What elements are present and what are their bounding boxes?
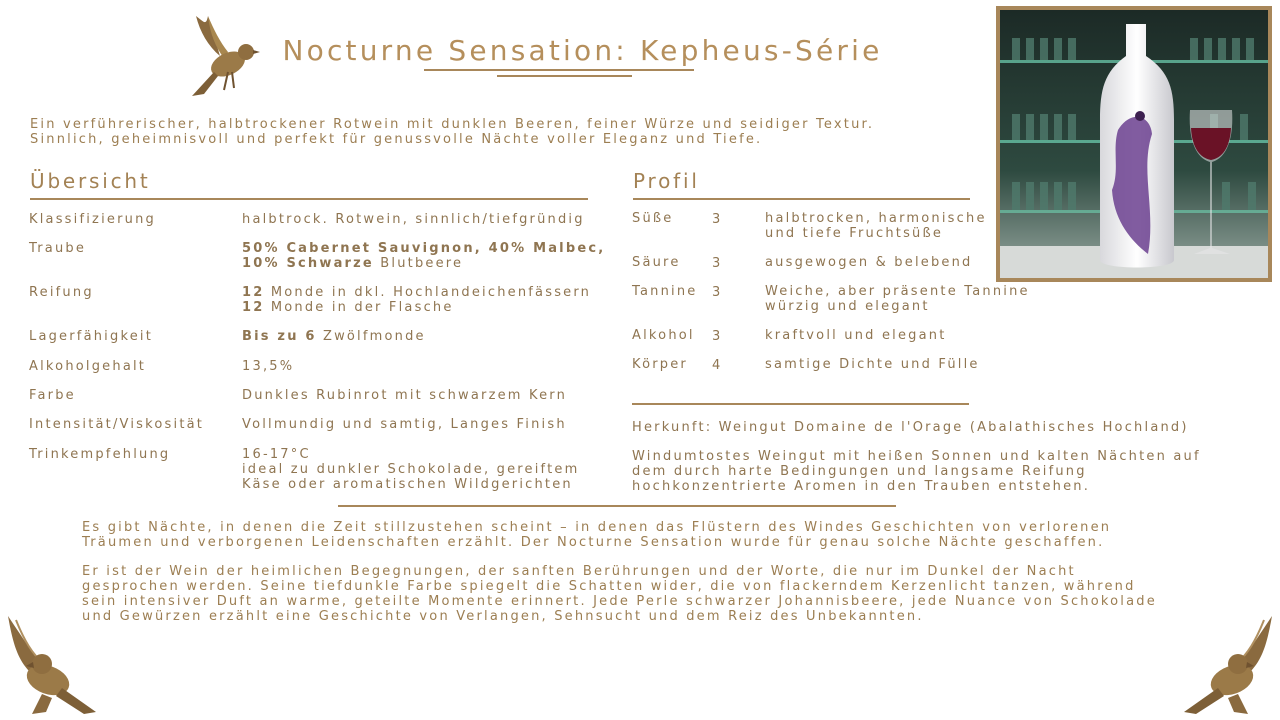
- trink-line-2: ideal zu dunkler Schokolade, gereiftem: [242, 462, 580, 477]
- profile-score-alkohol: 3: [712, 329, 723, 344]
- story-p2-line-4: und Gewürzen erzählt eine Geschichte von Verlangen, Sehnsucht und dem Reiz des Unbekannten.: [82, 609, 924, 624]
- traube-bold-line1: 50% Cabernet Sauvignon, 40% Malbec,: [242, 241, 606, 256]
- page-title: Nocturne Sensation: Kepheus-Série: [282, 34, 883, 67]
- profile-name-suesse: Süße: [632, 211, 674, 226]
- overview-value-farbe: Dunkles Rubinrot mit schwarzem Kern: [242, 388, 568, 403]
- overview-value-lagerfaehigkeit: [242, 329, 612, 344]
- tannine-line-2: würzig und elegant: [765, 299, 930, 314]
- profile-desc-suesse: [765, 211, 987, 241]
- lager-bold: Bis zu 6: [242, 329, 317, 344]
- origin-line-2: dem durch harte Bedingungen und langsame Reifung: [632, 464, 1087, 479]
- overview-value-alkoholgehalt: 13,5%: [242, 359, 295, 374]
- title-underline-short: [497, 75, 632, 77]
- suesse-line-2: und tiefe Fruchtsüße: [765, 226, 944, 241]
- story-paragraph-2: [82, 564, 1210, 624]
- origin-text: [632, 449, 1201, 494]
- overview-label-farbe: Farbe: [29, 388, 76, 403]
- story-rule: [338, 505, 896, 507]
- profile-name-alkohol: Alkohol: [632, 328, 695, 343]
- overview-label-lagerfaehigkeit: Lagerfähigkeit: [29, 329, 154, 344]
- trink-line-1: 16-17°C: [242, 447, 311, 462]
- story-p2-line-3: sein intensiver Duft an warme, geteilte Momente erinnert. Jede Perle schwarzer Johannisbeere, jede Nuance von Schokolade: [82, 594, 1157, 609]
- traube-line2: Blutbeere: [373, 256, 464, 271]
- profile-name-tannine: Tannine: [632, 284, 698, 299]
- profile-desc-koerper: samtige Dichte und Fülle: [765, 357, 980, 372]
- origin-title: Herkunft: Weingut Domaine de l'Orage (Abalathisches Hochland): [632, 420, 1189, 435]
- overview-label-trinkempfehlung: Trinkempfehlung: [29, 447, 171, 462]
- overview-label-klassifizierung: Klassifizierung: [29, 212, 156, 227]
- profile-score-saeure: 3: [712, 256, 723, 271]
- profile-rule: [633, 198, 970, 200]
- profile-desc-saeure: ausgewogen & belebend: [765, 255, 973, 270]
- profile-score-suesse: 3: [712, 212, 723, 227]
- overview-label-alkoholgehalt: Alkoholgehalt: [29, 359, 147, 374]
- overview-label-reifung: Reifung: [29, 285, 94, 300]
- overview-value-traube: [242, 241, 612, 271]
- bird-bottom-right-icon: [1182, 614, 1278, 718]
- origin-line-1: Windumtostes Weingut mit heißen Sonnen und kalten Nächten auf: [632, 449, 1201, 464]
- lager-text: Zwölfmonde: [316, 329, 426, 344]
- overview-value-intensitaet: Vollmundig und samtig, Langes Finish: [242, 417, 567, 432]
- profile-heading: Profil: [633, 169, 700, 193]
- wine-bottle-image: [996, 6, 1272, 282]
- story-p2-line-1: Er ist der Wein der heimlichen Begegnungen, der sanften Berührungen und der Worte, die nur im Dunkel der Nacht: [82, 564, 1076, 579]
- reifung-line-1: Monde in dkl. Hochlandeichenfässern: [264, 285, 592, 300]
- reifung-line-2: Monde in der Flasche: [264, 300, 454, 315]
- suesse-line-1: halbtrocken, harmonische: [765, 211, 987, 226]
- traube-bold-line2: 10% Schwarze: [242, 256, 374, 271]
- profile-score-koerper: 4: [712, 358, 723, 373]
- overview-heading: Übersicht: [30, 169, 151, 193]
- profile-desc-tannine: [765, 284, 1030, 314]
- reifung-bold-2: 12: [242, 300, 265, 315]
- profile-desc-alkohol: kraftvoll und elegant: [765, 328, 947, 343]
- origin-rule: [632, 403, 969, 405]
- overview-value-reifung: [242, 285, 612, 315]
- profile-name-koerper: Körper: [632, 357, 688, 372]
- tannine-line-1: Weiche, aber präsente Tannine: [765, 284, 1030, 299]
- overview-rule: [30, 198, 588, 200]
- story-p1-line-2: Träumen und verborgenen Leidenschaften erzählt. Der Nocturne Sensation wurde für genau solche Nächte geschaffen.: [82, 535, 1105, 550]
- intro-text: [30, 117, 930, 147]
- intro-line-2: Sinnlich, geheimnisvoll und perfekt für genussvolle Nächte voller Eleganz und Tiefe.: [30, 132, 763, 147]
- trink-line-3: Käse oder aromatischen Wildgerichten: [242, 477, 573, 492]
- title-underline: [424, 69, 694, 71]
- profile-name-saeure: Säure: [632, 255, 681, 270]
- reifung-bold-1: 12: [242, 285, 265, 300]
- overview-value-trinkempfehlung: [242, 447, 612, 492]
- origin-line-3: hochkonzentrierte Aromen in den Trauben entstehen.: [632, 479, 1091, 494]
- intro-line-1: Ein verführerischer, halbtrockener Rotwein mit dunklen Beeren, feiner Würze und seidiger Textur.: [30, 117, 875, 132]
- bird-bottom-left-icon: [2, 614, 98, 718]
- overview-value-klassifizierung: halbtrock. Rotwein, sinnlich/tiefgründig: [242, 212, 585, 227]
- story-paragraph-1: [82, 520, 1210, 550]
- story-p1-line-1: Es gibt Nächte, in denen die Zeit stillzustehen scheint – in denen das Flüstern des Windes Geschichten von verlorenen: [82, 520, 1112, 535]
- overview-label-intensitaet: Intensität/Viskosität: [29, 417, 205, 432]
- profile-score-tannine: 3: [712, 285, 723, 300]
- story-p2-line-2: gesprochen werden. Seine tiefdunkle Farbe spiegelt die Schatten wider, die von flackerndem Kerzenlicht tanzen, während: [82, 579, 1136, 594]
- overview-label-traube: Traube: [29, 241, 87, 256]
